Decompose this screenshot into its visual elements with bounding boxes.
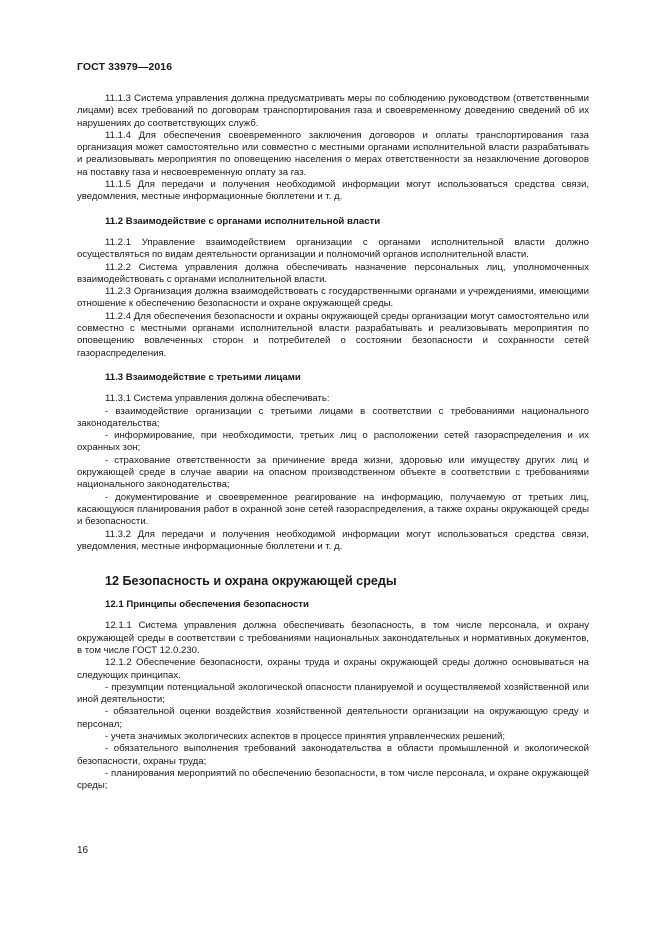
- list-item: - взаимодействие организации с третьими лицами в соответствии с требованиями национального законодательства;: [77, 405, 589, 429]
- paragraph-11-2-4: 11.2.4 Для обеспечения безопасности и охраны окружающей среды организации могут самостоятельно или совместно с местными органами исполнительной власти разрабатывать и реализовывать мероприятия по оповещению вовлеченных сторон и потребителей о состоянии безопасности и сохранности сетей газораспределения.: [77, 310, 589, 359]
- document-body: [77, 93, 589, 793]
- subsection-title-11-2: 11.2 Взаимодействие с органами исполнительной власти: [105, 215, 381, 227]
- list-item: - презумпции потенциальной экологической опасности планируемой и осуществляемой хозяйственной или иной деятельности;: [77, 681, 589, 706]
- section-title-12: 12 Безопасность и охрана окружающей среды: [105, 574, 397, 589]
- list-item: - обязательного выполнения требований законодательства в области промышленной и экологической безопасности, охраны труда;: [77, 743, 589, 767]
- document-header: ГОСТ 33979—2016: [77, 61, 173, 73]
- list-item: - документирование и своевременное реагирование на информацию, получаемую от третьих лиц, касающуюся планирования работ в охранной зоне сетей газораспределения, а также охраны окружающей среды и безопасности.: [77, 491, 589, 528]
- paragraph-11-2-3: 11.2.3 Организация должна взаимодействовать с государственными органами и учреждениями, имеющими отношение к обеспечению безопасности и охране окружающей среды.: [77, 286, 589, 310]
- list-item: - учета значимых экологических аспектов в процессе принятия управленческих решений;: [105, 731, 506, 743]
- paragraph-12-1-2: 12.1.2 Обеспечение безопасности, охраны труда и охраны окружающей среды должно основываться на следующих принципах.: [77, 657, 589, 681]
- subsection-title-11-3: 11.3 Взаимодействие с третьими лицами: [105, 371, 301, 383]
- paragraph-11-2-2: 11.2.2 Система управления должна обеспечивать назначение персональных лиц, уполномоченных взаимодействовать с органами исполнительной власти.: [77, 261, 589, 285]
- paragraph-11-1-4: 11.1.4 Для обеспечения своевременного заключения договоров и оплаты транспортирования газа организация может самостоятельно или совместно с местными органами исполнительной власти разрабатывать и реализовывать мероприятия по оповещению населения о мерах ответственности за незаключение договоров на поставку газа и несвоевременную оплату за газ.: [77, 129, 589, 178]
- list-item: - страхование ответственности за причинение вреда жизни, здоровью или имуществу других лиц и окружающей среде в случае аварии на опасном производственном объекте в соответствии с требованиями национального законодательства;: [77, 454, 589, 491]
- paragraph-11-3-1: 11.3.1 Система управления должна обеспечивать:: [105, 393, 330, 405]
- paragraph-11-1-3: 11.1.3 Система управления должна предусматривать меры по соблюдению руководством (ответственными лицами) всех требований по договорам транспортирования газа и своевременному доведению сведений об их нарушениях до соответствующих служб.: [77, 93, 589, 129]
- paragraph-12-1-1: 12.1.1 Система управления должна обеспечивать безопасность, в том числе персонала, и охрану окружающей среды в соответствии с требованиями национальных законодательных и нормативных документов, в том числе ГОСТ 12.0.230.: [77, 620, 589, 656]
- list-item: - информирование, при необходимости, третьих лиц о расположении сетей газораспределения и их охранных зон;: [77, 430, 589, 454]
- subsection-title-12-1: 12.1 Принципы обеспечения безопасности: [105, 599, 309, 611]
- paragraph-11-3-2: 11.3.2 Для передачи и получения необходимой информации могут использоваться средства связи, уведомления, местные информационные бюллетени и т. д.: [77, 528, 589, 552]
- paragraph-11-1-5: 11.1.5 Для передачи и получения необходимой информации могут использоваться средства связи, уведомления, местные информационные бюллетени и т. д.: [77, 179, 589, 203]
- list-item: - планирования мероприятий по обеспечению безопасности, в том числе персонала, и охране окружающей среды;: [77, 767, 589, 792]
- paragraph-11-2-1: 11.2.1 Управление взаимодействием организации с органами исполнительной власти должно осуществляться по видам деятельности организации и полномочий органов исполнительной власти.: [77, 236, 589, 261]
- page-number: 16: [77, 845, 89, 856]
- list-item: - обязательной оценки воздействия хозяйственной деятельности организации на окружающую среду и персонал;: [77, 706, 589, 730]
